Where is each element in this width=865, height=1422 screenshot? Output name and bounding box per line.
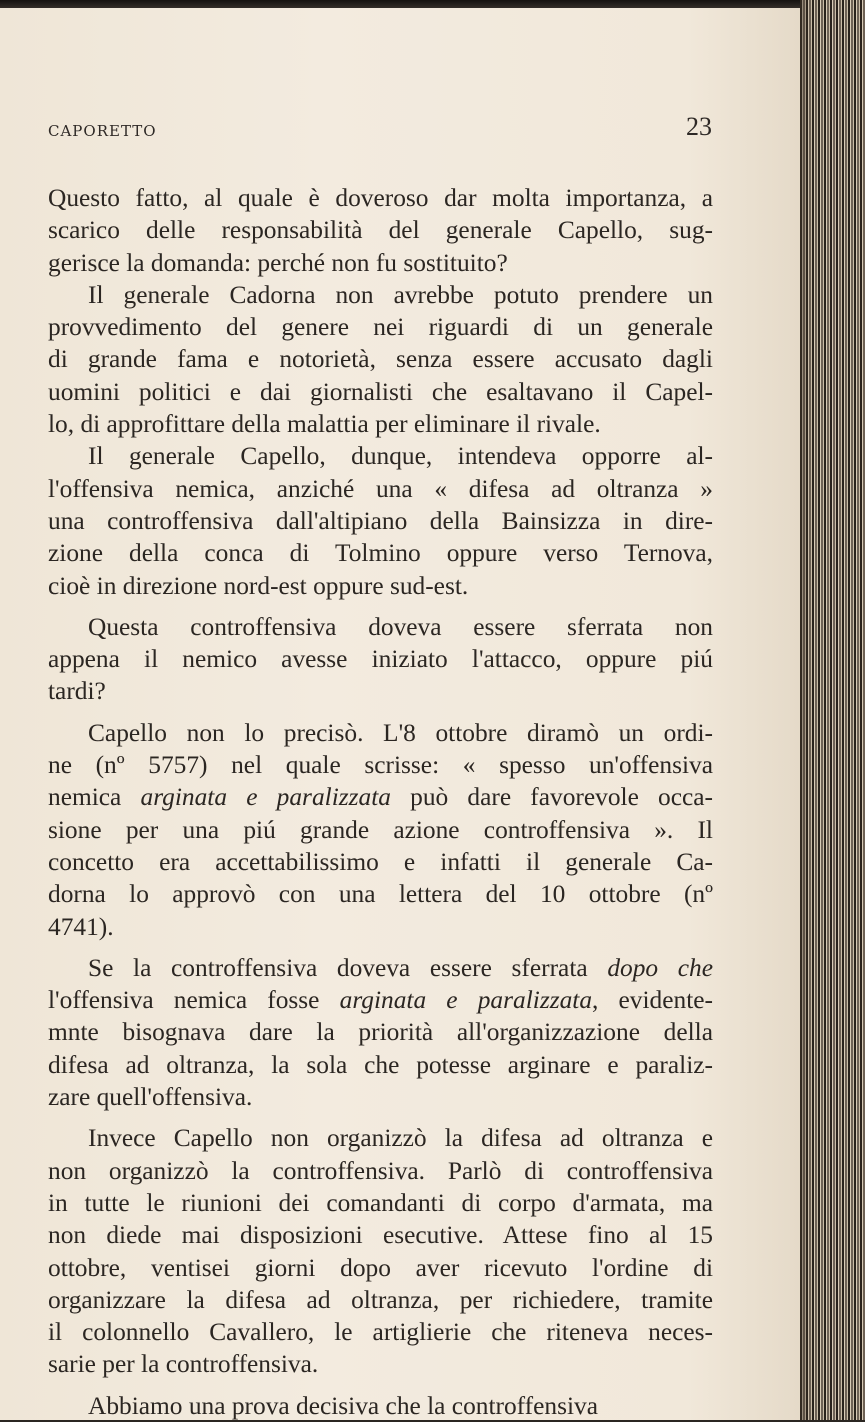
- text-line: il colonnello Cavallero, le artiglierie che riteneva neces-: [48, 1318, 713, 1347]
- text-line: organizzare la difesa ad oltranza, per richiedere, tramite: [48, 1285, 713, 1314]
- text-line: Capello non lo precisò. L'8 ottobre diramò un ordi-: [88, 718, 713, 747]
- text-line: difesa ad oltranza, la sola che potesse arginare e paraliz-: [48, 1050, 713, 1079]
- text-line: Il generale Capello, dunque, intendeva opporre al-: [88, 442, 713, 471]
- paragraph: [48, 279, 713, 440]
- book-page-edges: [800, 0, 865, 1420]
- text-line: sarie per la controffensiva.: [48, 1350, 319, 1379]
- text-line: non organizzò la controffensiva. Parlò di controffensiva: [48, 1156, 713, 1185]
- text-line: uomini politici e dai giornalisti che esaltavano il Capel-: [48, 377, 713, 406]
- text-line: 4741).: [48, 912, 114, 941]
- body-text: [48, 182, 713, 1422]
- running-head: CAPORETTO: [48, 122, 157, 140]
- text-line: zione della conca di Tolmino oppure verso Ternova,: [48, 539, 713, 568]
- text-line: l'offensiva nemica, anziché una « difesa ad oltranza »: [48, 474, 713, 503]
- text-line: Il generale Cadorna non avrebbe potuto prendere un: [88, 280, 713, 309]
- text-line: ottobre, ventisei giorni dopo aver ricevuto l'ordine di: [48, 1253, 713, 1282]
- paragraph: [48, 182, 713, 279]
- book-page: [0, 8, 808, 1420]
- text-line: l'offensiva nemica fosse arginata e paralizzata, evidente-: [48, 986, 713, 1015]
- paragraph: [48, 952, 713, 1113]
- text-line: appena il nemico avesse iniziato l'attacco, oppure piú: [48, 645, 713, 674]
- text-line: ne (nº 5757) nel quale scrisse: « spesso un'offensiva: [48, 751, 713, 780]
- paragraph: [48, 1122, 713, 1380]
- text-line: tardi?: [48, 677, 106, 706]
- text-line: non diede mai disposizioni esecutive. Attese fino al 15: [48, 1221, 713, 1250]
- text-line: cioè in direzione nord-est oppure sud-est.: [48, 571, 469, 600]
- paragraph: [48, 1390, 713, 1422]
- paragraph: [48, 717, 713, 943]
- text-line: dorna lo approvò con una lettera del 10 ottobre (nº: [48, 880, 713, 909]
- text-line: Abbiamo una prova decisiva che la controffensiva: [88, 1391, 598, 1420]
- text-line: provvedimento del genere nei riguardi di un generale: [48, 313, 713, 342]
- text-line: una controffensiva dall'altipiano della Bainsizza in dire-: [48, 506, 713, 535]
- text-line: scarico delle responsabilità del generale Capello, sug-: [48, 216, 713, 245]
- text-line: Invece Capello non organizzò la difesa ad oltranza e: [88, 1124, 713, 1153]
- text-line: gerisce la domanda: perché non fu sostituito?: [48, 248, 508, 277]
- text-line: concetto era accettabilissimo e infatti il generale Ca-: [48, 847, 713, 876]
- text-line: Questo fatto, al quale è doveroso dar molta importanza, a: [48, 184, 713, 212]
- page-number: 23: [686, 112, 712, 141]
- text-line: sione per una piú grande azione controffensiva ». Il: [48, 815, 713, 844]
- text-line: Se la controffensiva doveva essere sferrata dopo che: [88, 953, 713, 982]
- text-line: mnte bisognava dare la priorità all'organizzazione della: [48, 1018, 713, 1047]
- text-line: zare quell'offensiva.: [48, 1083, 253, 1112]
- text-line: Questa controffensiva doveva essere sferrata non: [88, 612, 713, 641]
- text-line: lo, di approfittare della malattia per eliminare il rivale.: [48, 410, 601, 439]
- paragraph: [48, 440, 713, 601]
- text-line: nemica arginata e paralizzata può dare favorevole occa-: [48, 783, 713, 812]
- text-line: in tutte le riunioni dei comandanti di corpo d'armata, ma: [48, 1188, 713, 1217]
- paragraph: [48, 611, 713, 708]
- text-line: di grande fama e notorietà, senza essere accusato dagli: [48, 345, 713, 374]
